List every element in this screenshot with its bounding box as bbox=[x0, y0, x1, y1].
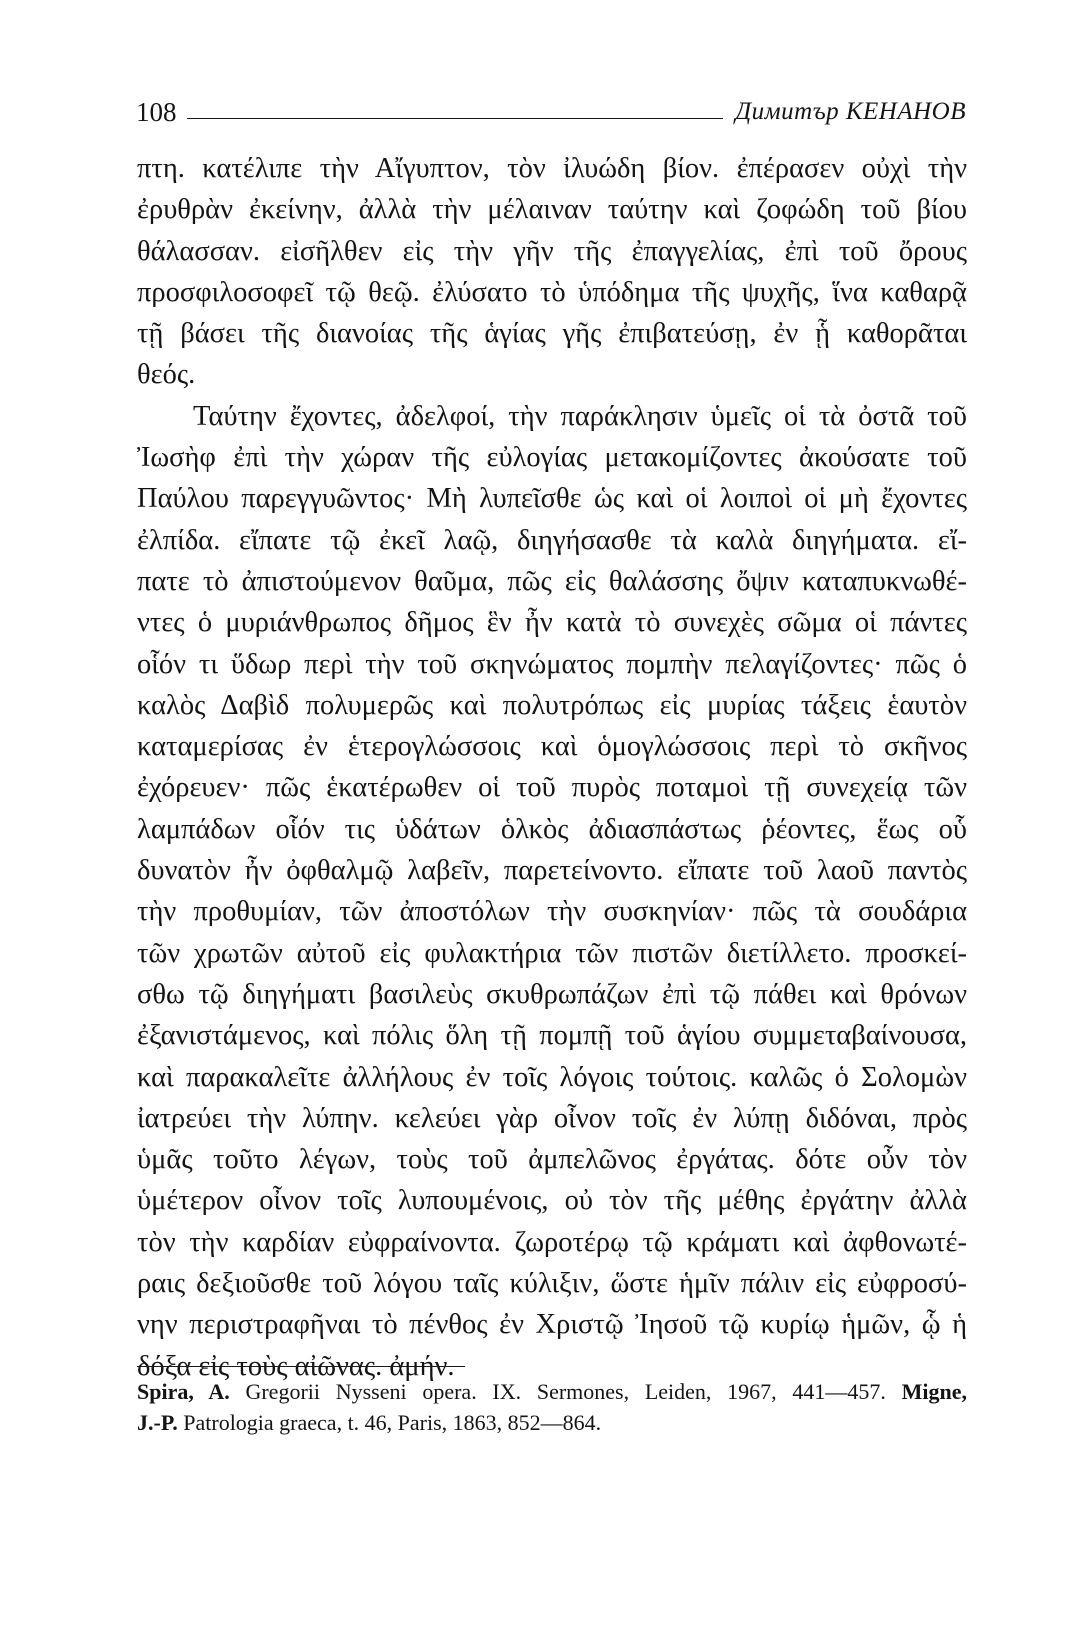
text-line: ἐρυθρὰν ἐκείνην, ἀλλὰ τὴν μέλαιναν ταύτην καὶ ζοφώδη τοῦ βίου bbox=[137, 194, 967, 226]
text-line: ἰατρεύει τὴν λύπην. κελεύει γὰρ οἶνον τοῖς ἐν λύπῃ διδόναι, πρὸς bbox=[137, 1102, 967, 1134]
text-line: καλὸς Δαβὶδ πολυμερῶς καὶ πολυτρόπως εἰς μυρίας τάξεις ἑαυτὸν bbox=[137, 689, 967, 721]
text-line: ντες ὁ μυριάνθρωπος δῆμος ἓν ἦν κατὰ τὸ συνεχὲς σῶμα οἱ πάντες bbox=[137, 607, 967, 639]
header-rule bbox=[187, 118, 724, 119]
text-line: ἐλπίδα. εἴπατε τῷ ἐκεῖ λαῷ, διηγήσασθε τὰ καλὰ διηγήματα. εἴ- bbox=[137, 524, 967, 556]
main-text bbox=[137, 148, 967, 1387]
text-line: θεός. bbox=[137, 359, 196, 391]
footnote-work: Patrologia graeca, t. 46, Paris, 1863, 852—864. bbox=[177, 1410, 602, 1435]
footnote-line bbox=[137, 1407, 967, 1438]
footnote-author: J.-P. bbox=[137, 1410, 178, 1435]
page-number: 108 bbox=[136, 96, 177, 127]
text-line: λαμπάδων οἷόν τις ὑδάτων ὁλκὸς ἀδιασπάστως ῥέοντες, ἕως οὗ bbox=[137, 813, 967, 845]
footnote-rule bbox=[137, 1366, 465, 1367]
text-line: προσφιλοσοφεῖ τῷ θεῷ. ἐλύσατο τὸ ὑπόδημα τῆς ψυχῆς, ἵνα καθαρᾷ bbox=[137, 276, 967, 308]
text-line: καὶ παρακαλεῖτε ἀλλήλους ἐν τοῖς λόγοις τούτοις. καλῶς ὁ Σολομὼν bbox=[137, 1061, 967, 1093]
text-line: Παύλου παρεγγυῶντος· Μὴ λυπεῖσθε ὡς καὶ οἱ λοιποὶ οἱ μὴ ἔχοντες bbox=[137, 483, 967, 515]
text-line: τὸν τὴν καρδίαν εὐφραίνοντα. ζωροτέρῳ τῷ κράματι καὶ ἀφθονωτέ- bbox=[137, 1226, 967, 1258]
text-line: θάλασσαν. εἰσῆλθεν εἰς τὴν γῆν τῆς ἐπαγγελίας, ἐπὶ τοῦ ὄρους bbox=[137, 235, 967, 267]
text-line: τὴν προθυμίαν, τῶν ἀποστόλων τὴν συσκηνίαν· πῶς τὰ σουδάρια bbox=[137, 896, 967, 928]
footnote-author: Spira, A. bbox=[137, 1379, 230, 1404]
text-line: Ἰωσὴφ ἐπὶ τὴν χώραν τῆς εὐλογίας μετακομίζοντες ἀκούσατε τοῦ bbox=[137, 442, 967, 474]
footnote-work: Gregorii Nysseni opera. IX. Sermones, Leiden, 1967, 441—457. bbox=[229, 1379, 902, 1404]
footnote bbox=[137, 1376, 967, 1438]
text-line: ὑμέτερον οἶνον τοῖς λυπουμένοις, οὐ τὸν τῆς μέθης ἐργάτην ἀλλὰ bbox=[137, 1185, 967, 1217]
running-title: Димитър КЕНАНОВ bbox=[735, 98, 966, 125]
text-line: σθω τῷ διηγήματι βασιλεὺς σκυθρωπάζων ἐπὶ τῷ πάθει καὶ θρόνων bbox=[137, 978, 967, 1010]
paragraph-start-line: Ταύτην ἔχοντες, ἀδελφοί, τὴν παράκλησιν ὑμεῖς οἱ τὰ ὀστᾶ τοῦ bbox=[193, 400, 967, 432]
text-line: ἐξανιστάμενος, καὶ πόλις ὅλη τῇ πομπῇ τοῦ ἁγίου συμμεταβαίνουσα, bbox=[137, 1020, 967, 1052]
text-line: καταμερίσας ἐν ἑτερογλώσσοις καὶ ὁμογλώσσοις περὶ τὸ σκῆνος bbox=[137, 731, 967, 763]
text-line: τῶν χρωτῶν αὐτοῦ εἰς φυλακτήρια τῶν πιστῶν διετίλλετο. προσκεί- bbox=[137, 937, 967, 969]
text-line: ἐχόρευεν· πῶς ἑκατέρωθεν οἱ τοῦ πυρὸς ποταμοὶ τῇ συνεχείᾳ τῶν bbox=[137, 772, 967, 804]
footnote-line bbox=[137, 1376, 967, 1407]
text-line: νην περιστραφῆναι τὸ πένθος ἐν Χριστῷ Ἰησοῦ τῷ κυρίῳ ἡμῶν, ᾧ ἡ bbox=[137, 1309, 967, 1341]
text-line: ὑμᾶς τοῦτο λέγων, τοὺς τοῦ ἀμπελῶνος ἐργάτας. δότε οὖν τὸν bbox=[137, 1144, 967, 1176]
text-line: τῇ βάσει τῆς διανοίας τῆς ἁγίας γῆς ἐπιβατεύσῃ, ἐν ᾗ καθορᾶται bbox=[137, 318, 967, 350]
footnote-author: Migne, bbox=[901, 1379, 967, 1404]
running-header bbox=[136, 92, 966, 132]
text-line: δόξα εἰς τοὺς αἰῶνας. ἀμήν. bbox=[137, 1350, 455, 1382]
text-line: πτη. κατέλιπε τὴν Αἴγυπτον, τὸν ἰλυώδη βίον. ἐπέρασεν οὐχὶ τὴν bbox=[137, 153, 967, 184]
text-line: δυνατὸν ἦν ὀφθαλμῷ λαβεῖν, παρετείνοντο. εἴπατε τοῦ λαοῦ παντὸς bbox=[137, 855, 967, 887]
text-line: πατε τὸ ἀπιστούμενον θαῦμα, πῶς εἰς θαλάσσης ὄψιν καταπυκνωθέ- bbox=[137, 565, 967, 597]
text-line: ραις δεξιοῦσθε τοῦ λόγου ταῖς κύλιξιν, ὥστε ἡμῖν πάλιν εἰς εὐφροσύ- bbox=[137, 1268, 967, 1300]
text-line: οἷόν τι ὕδωρ περὶ τὴν τοῦ σκηνώματος πομπὴν πελαγίζοντες· πῶς ὁ bbox=[137, 648, 967, 680]
